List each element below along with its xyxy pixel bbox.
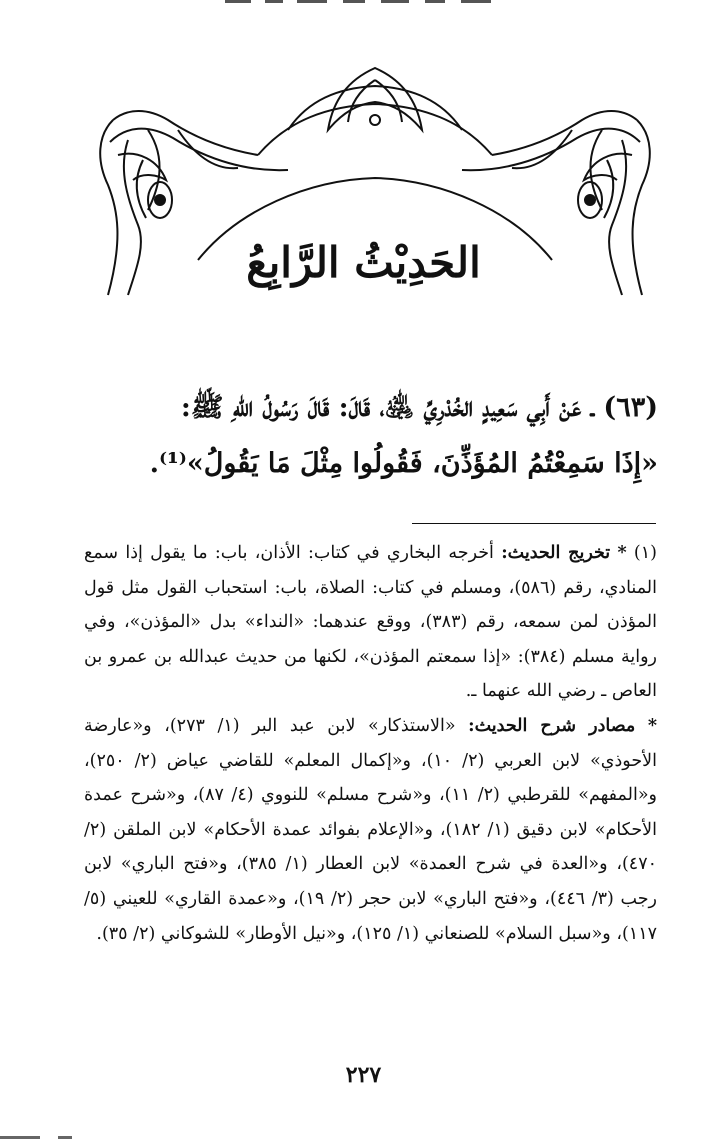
footnote-takhrij	[84, 536, 657, 709]
takhrij-label: تخريج الحديث:	[501, 543, 611, 563]
hadith-line-1: (٦٣) ـ عَنْ أَبِي سَعِيدٍ الخُدْرِيِّ ﵁، قَالَ: قَالَ رَسُولُ اللهِ ﷺ:	[180, 392, 658, 423]
footnote-number: (١)	[633, 543, 657, 563]
footnotes	[84, 536, 657, 951]
sources-marker: *	[647, 715, 657, 736]
top-edge-marks	[225, 0, 505, 8]
footnote-sources	[84, 709, 657, 951]
sources-label: مصادر شرح الحديث:	[468, 715, 636, 736]
takhrij-text: أخرجه البخاري في كتاب: الأذان، باب: ما يقول إذا سمع المنادي، رقم (٥٨٦)، ومسلم في كتاب: الصلاة، باب: استحباب القول مثل قول المؤذن لمن سمعه، رقم (٣٨٣)، ووقع عندهما: «النداء» بدل «المؤذن»، وفي رواية مسلم (٣٨٤): «إذا سمعتم المؤذن»، لكنها من حديث عبدالله بن عمرو بن العاص ـ رضي الله عنهما ـ.	[84, 543, 658, 702]
hadith-text	[78, 380, 658, 492]
hadith-line-2: «إِذَا سَمِعْتُمُ المُؤَذِّنَ، فَقُولُوا مِثْلَ مَا يَقُولُ»⁽¹⁾.	[149, 448, 658, 479]
footnote-marker: *	[617, 543, 627, 563]
footnote-divider	[412, 523, 656, 524]
chapter-title: الحَدِيْثُ الرَّابِعُ	[246, 238, 481, 287]
bottom-edge-marks	[0, 1132, 727, 1140]
page-number: ٢٢٧	[345, 1062, 382, 1088]
sources-text: «الاستذكار» لابن عبد البر (١/ ٢٧٣)، و«عارضة الأحوذي» لابن العربي (٢/ ١٠)، و«إكمال المعلم» للقاضي عياض (٢/ ٢٥٠)، و«المفهم» للقرطبي (٢/ ١١)، و«شرح مسلم» للنووي (٤/ ٨٧)، و«شرح عمدة الأحكام» لابن دقيق (١/ ١٨٢)، و«الإعلام بفوائد عمدة الأحكام» لابن الملقن (٢/ ٤٧٠)، و«العدة في شرح العمدة» لابن العطار (١/ ٣٨٥)، و«فتح الباري» لابن رجب (٣/ ٤٤٦)، و«فتح الباري» لابن حجر (٢/ ١٩)، و«عمدة القاري» للعيني (٥/ ١١٧)، و«سبل السلام» للصنعاني (١/ ١٢٥)، و«نيل الأوطار» للشوكاني (٢/ ٣٥).	[84, 715, 658, 944]
